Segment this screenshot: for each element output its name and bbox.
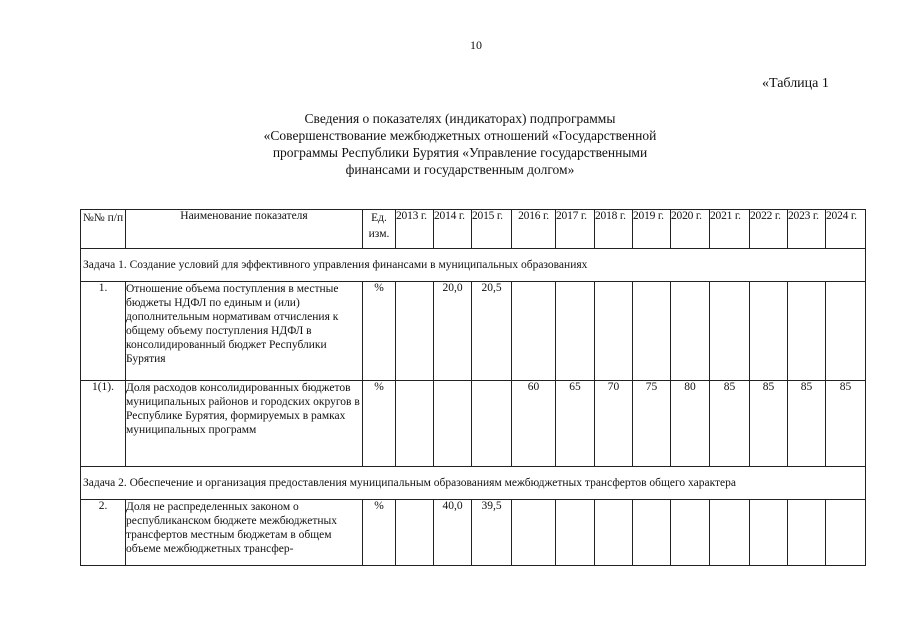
title-line: финансами и государственным долгом» — [345, 162, 575, 177]
value-cell: 75 — [633, 381, 671, 467]
row-number: 2. — [81, 500, 126, 566]
value-cell — [710, 500, 750, 566]
value-cell — [788, 500, 826, 566]
title-line: «Совершенствование межбюджетных отношений «Государственной — [263, 128, 657, 143]
header-year: 2021 г. — [710, 210, 750, 249]
value-cell — [750, 500, 788, 566]
value-cell — [512, 282, 556, 381]
header-year: 2023 г. — [788, 210, 826, 249]
value-cell: 39,5 — [472, 500, 512, 566]
value-cell: 20,0 — [434, 282, 472, 381]
table-caption: «Таблица 1 — [762, 76, 829, 91]
table-row — [81, 282, 866, 381]
title-line: Сведения о показателях (индикаторах) подпрограммы — [304, 111, 616, 126]
header-row — [81, 210, 866, 249]
value-cell — [633, 500, 671, 566]
value-cell — [396, 282, 434, 381]
task-2-label: Задача 2. Обеспечение и организация предоставления муниципальным образованиям межбюджетных трансфертов общего характера — [81, 467, 866, 500]
value-cell — [671, 500, 710, 566]
value-cell: 85 — [710, 381, 750, 467]
row-number: 1(1). — [81, 381, 126, 467]
value-cell — [434, 381, 472, 467]
value-cell: 60 — [512, 381, 556, 467]
header-year: 2018 г. — [595, 210, 633, 249]
indicator-name: Доля не распределенных законом о республиканском бюджете межбюджетных трансфертов местным бюджетам в общем объеме межбюджетных трансфер- — [126, 500, 363, 566]
value-cell — [595, 282, 633, 381]
title-line: программы Республики Бурятия «Управление государственными — [272, 145, 648, 160]
header-year: 2022 г. — [750, 210, 788, 249]
indicator-name: Отношение объема поступления в местные бюджеты НДФЛ по единым и (или) дополнительным нормативам отчисления к общему объему поступления НДФЛ в консолидированный бюджет Республики Бурятия — [126, 282, 363, 381]
unit-cell: % — [363, 282, 396, 381]
value-cell — [750, 282, 788, 381]
value-cell: 85 — [788, 381, 826, 467]
value-cell — [633, 282, 671, 381]
value-cell: 65 — [556, 381, 595, 467]
header-year: 2016 г. — [512, 210, 556, 249]
table-row — [81, 500, 866, 566]
header-name: Наименование показателя — [126, 210, 363, 249]
header-year: 2015 г. — [472, 210, 512, 249]
value-cell — [826, 500, 866, 566]
value-cell: 40,0 — [434, 500, 472, 566]
header-year: 2013 г. — [396, 210, 434, 249]
header-year: 2017 г. — [556, 210, 595, 249]
value-cell: 80 — [671, 381, 710, 467]
header-year: 2014 г. — [434, 210, 472, 249]
value-cell — [826, 282, 866, 381]
value-cell — [710, 282, 750, 381]
value-cell: 20,5 — [472, 282, 512, 381]
value-cell: 85 — [750, 381, 788, 467]
document-title — [170, 110, 750, 178]
value-cell — [556, 500, 595, 566]
header-year: 2020 г. — [671, 210, 710, 249]
value-cell — [396, 381, 434, 467]
value-cell — [595, 500, 633, 566]
value-cell — [671, 282, 710, 381]
value-cell — [472, 381, 512, 467]
value-cell: 70 — [595, 381, 633, 467]
header-unit: Ед. изм. — [363, 210, 396, 249]
task-1-label: Задача 1. Создание условий для эффективного управления финансами в муниципальных образованиях — [81, 249, 866, 282]
header-year: 2019 г. — [633, 210, 671, 249]
value-cell — [788, 282, 826, 381]
indicator-name: Доля расходов консолидированных бюджетов муниципальных районов и городских округов в Республике Бурятия, формируемых в рамках муниципальных программ — [126, 381, 363, 467]
header-num: №№ п/п — [81, 210, 126, 249]
row-number: 1. — [81, 282, 126, 381]
task-row — [81, 467, 866, 500]
task-row — [81, 249, 866, 282]
value-cell — [556, 282, 595, 381]
header-year: 2024 г. — [826, 210, 866, 249]
indicators-table — [80, 209, 866, 566]
unit-cell: % — [363, 381, 396, 467]
value-cell — [396, 500, 434, 566]
table-row — [81, 381, 866, 467]
value-cell: 85 — [826, 381, 866, 467]
page-number: 10 — [470, 38, 482, 52]
value-cell — [512, 500, 556, 566]
unit-cell: % — [363, 500, 396, 566]
